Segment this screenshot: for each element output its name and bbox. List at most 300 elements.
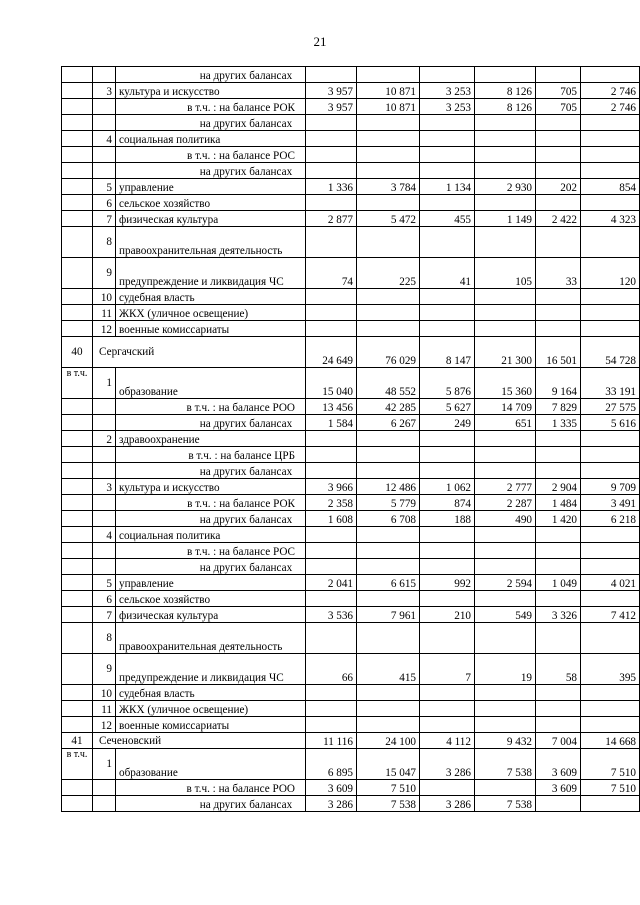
value-cell (536, 527, 581, 543)
table-row (62, 654, 640, 685)
value-cell: 8 126 (475, 99, 536, 115)
item-label: сельское хозяйство (116, 591, 306, 607)
value-cell: 4 021 (581, 575, 640, 591)
value-cell: 874 (420, 495, 475, 511)
value-cell (475, 321, 536, 337)
value-cell (420, 321, 475, 337)
value-cell (306, 591, 357, 607)
budget-table (61, 66, 640, 812)
sub-label: на других балансах (116, 415, 306, 431)
value-cell (306, 543, 357, 559)
value-cell: 6 218 (581, 511, 640, 527)
value-cell (581, 447, 640, 463)
value-cell (357, 527, 420, 543)
value-cell (357, 115, 420, 131)
item-number: 9 (93, 654, 116, 685)
value-cell (581, 321, 640, 337)
row-prefix (62, 147, 93, 163)
value-cell (536, 147, 581, 163)
value-cell (475, 591, 536, 607)
row-prefix (62, 99, 93, 115)
value-cell (420, 685, 475, 701)
item-label: здравоохранение (116, 431, 306, 447)
value-cell (306, 463, 357, 479)
value-cell: 1 608 (306, 511, 357, 527)
value-cell (357, 195, 420, 211)
value-cell: 11 116 (306, 733, 357, 749)
table-row (62, 511, 640, 527)
item-label: образование (116, 749, 306, 780)
value-cell: 5 627 (420, 399, 475, 415)
value-cell: 395 (581, 654, 640, 685)
item-number: 7 (93, 211, 116, 227)
item-label: ЖКХ (уличное освещение) (116, 701, 306, 717)
value-cell (420, 67, 475, 83)
value-cell (475, 115, 536, 131)
value-cell (306, 701, 357, 717)
value-cell (475, 685, 536, 701)
value-cell: 58 (536, 654, 581, 685)
table-row (62, 431, 640, 447)
value-cell: 705 (536, 99, 581, 115)
row-prefix (62, 701, 93, 717)
table-row (62, 83, 640, 99)
value-cell (420, 780, 475, 796)
value-cell (536, 543, 581, 559)
row-prefix (62, 83, 93, 99)
value-cell (581, 623, 640, 654)
value-cell (536, 431, 581, 447)
value-cell: 12 486 (357, 479, 420, 495)
row-prefix (62, 305, 93, 321)
value-cell: 4 323 (581, 211, 640, 227)
table-row (62, 685, 640, 701)
value-cell: 249 (420, 415, 475, 431)
value-cell (536, 623, 581, 654)
row-prefix (62, 399, 93, 415)
item-number: 6 (93, 591, 116, 607)
item-number: 6 (93, 195, 116, 211)
value-cell (306, 559, 357, 575)
value-cell (536, 227, 581, 258)
value-cell (475, 463, 536, 479)
value-cell (581, 463, 640, 479)
value-cell (357, 289, 420, 305)
value-cell: 16 501 (536, 337, 581, 368)
value-cell (475, 701, 536, 717)
value-cell (357, 543, 420, 559)
value-cell (475, 305, 536, 321)
value-cell (306, 195, 357, 211)
value-cell: 9 432 (475, 733, 536, 749)
value-cell (536, 447, 581, 463)
item-label: военные комиссариаты (116, 717, 306, 733)
value-cell: 74 (306, 258, 357, 289)
table-row (62, 399, 640, 415)
value-cell (306, 447, 357, 463)
item-number (93, 559, 116, 575)
table-row (62, 796, 640, 812)
table-row (62, 717, 640, 733)
sub-label: в т.ч. : на балансе ЦРБ (116, 447, 306, 463)
value-cell (475, 431, 536, 447)
item-label: сельское хозяйство (116, 195, 306, 211)
value-cell: 854 (581, 179, 640, 195)
row-prefix (62, 780, 93, 796)
row-prefix (62, 179, 93, 195)
table-row (62, 321, 640, 337)
value-cell (536, 591, 581, 607)
value-cell: 2 287 (475, 495, 536, 511)
value-cell (536, 289, 581, 305)
value-cell (475, 131, 536, 147)
row-prefix (62, 289, 93, 305)
row-prefix (62, 211, 93, 227)
row-prefix (62, 227, 93, 258)
value-cell (306, 289, 357, 305)
row-prefix (62, 431, 93, 447)
value-cell: 5 616 (581, 415, 640, 431)
value-cell: 2 594 (475, 575, 536, 591)
value-cell: 6 267 (357, 415, 420, 431)
value-cell (306, 147, 357, 163)
value-cell (420, 527, 475, 543)
value-cell (306, 717, 357, 733)
value-cell: 7 538 (475, 749, 536, 780)
value-cell (420, 717, 475, 733)
page-number: 21 (313, 34, 327, 49)
value-cell (357, 431, 420, 447)
value-cell (306, 685, 357, 701)
item-label: военные комиссариаты (116, 321, 306, 337)
item-label: социальная политика (116, 131, 306, 147)
value-cell (306, 527, 357, 543)
value-cell: 3 609 (306, 780, 357, 796)
value-cell (420, 289, 475, 305)
item-label: судебная власть (116, 289, 306, 305)
item-number: 9 (93, 258, 116, 289)
value-cell: 66 (306, 654, 357, 685)
value-cell (420, 463, 475, 479)
value-cell: 651 (475, 415, 536, 431)
value-cell: 48 552 (357, 368, 420, 399)
value-cell (306, 131, 357, 147)
value-cell (420, 147, 475, 163)
value-cell (420, 305, 475, 321)
value-cell: 1 049 (536, 575, 581, 591)
value-cell: 6 895 (306, 749, 357, 780)
row-prefix (62, 195, 93, 211)
item-label: физическая культура (116, 607, 306, 623)
item-number: 10 (93, 685, 116, 701)
value-cell: 3 286 (420, 749, 475, 780)
item-number: 4 (93, 131, 116, 147)
table-row (62, 575, 640, 591)
value-cell: 2 358 (306, 495, 357, 511)
value-cell: 455 (420, 211, 475, 227)
value-cell: 1 420 (536, 511, 581, 527)
value-cell (475, 717, 536, 733)
value-cell: 33 191 (581, 368, 640, 399)
value-cell: 15 040 (306, 368, 357, 399)
value-cell (475, 543, 536, 559)
item-number: 10 (93, 289, 116, 305)
item-number: 2 (93, 431, 116, 447)
table-row (62, 67, 640, 83)
value-cell: 27 575 (581, 399, 640, 415)
row-prefix (62, 115, 93, 131)
table-row (62, 780, 640, 796)
value-cell: 24 100 (357, 733, 420, 749)
value-cell: 3 253 (420, 83, 475, 99)
value-cell (536, 701, 581, 717)
item-number: 8 (93, 623, 116, 654)
value-cell (581, 431, 640, 447)
value-cell (357, 685, 420, 701)
value-cell: 9 709 (581, 479, 640, 495)
table-row (62, 543, 640, 559)
value-cell (420, 623, 475, 654)
value-cell (420, 543, 475, 559)
value-cell (306, 321, 357, 337)
table-row (62, 211, 640, 227)
value-cell (581, 527, 640, 543)
value-cell (536, 163, 581, 179)
value-cell: 105 (475, 258, 536, 289)
value-cell (581, 701, 640, 717)
value-cell: 7 004 (536, 733, 581, 749)
value-cell (357, 163, 420, 179)
value-cell (475, 195, 536, 211)
value-cell: 42 285 (357, 399, 420, 415)
value-cell: 3 253 (420, 99, 475, 115)
value-cell (581, 195, 640, 211)
table-row (62, 147, 640, 163)
value-cell (581, 115, 640, 131)
row-prefix (62, 559, 93, 575)
row-prefix (62, 543, 93, 559)
row-prefix (62, 607, 93, 623)
item-number: 4 (93, 527, 116, 543)
value-cell (357, 67, 420, 83)
value-cell: 5 876 (420, 368, 475, 399)
item-label: управление (116, 575, 306, 591)
item-number (93, 511, 116, 527)
district-number: 41 (62, 733, 93, 749)
item-label: предупреждение и ликвидация ЧС (116, 258, 306, 289)
value-cell (475, 623, 536, 654)
value-cell (475, 447, 536, 463)
value-cell (581, 685, 640, 701)
value-cell (357, 131, 420, 147)
value-cell: 2 930 (475, 179, 536, 195)
district-number: 40 (62, 337, 93, 368)
value-cell: 3 286 (420, 796, 475, 812)
value-cell (306, 115, 357, 131)
value-cell (475, 67, 536, 83)
row-prefix (62, 685, 93, 701)
item-number: 5 (93, 179, 116, 195)
value-cell (581, 131, 640, 147)
value-cell (581, 305, 640, 321)
value-cell (475, 780, 536, 796)
sub-label: на других балансах (116, 115, 306, 131)
value-cell (536, 685, 581, 701)
item-number: 7 (93, 607, 116, 623)
value-cell (420, 701, 475, 717)
value-cell: 490 (475, 511, 536, 527)
value-cell (536, 115, 581, 131)
value-cell (357, 227, 420, 258)
value-cell: 3 966 (306, 479, 357, 495)
value-cell: 2 041 (306, 575, 357, 591)
value-cell (536, 67, 581, 83)
value-cell: 2 746 (581, 83, 640, 99)
row-prefix (62, 321, 93, 337)
row-prefix: в т.ч. (62, 749, 93, 780)
value-cell: 7 829 (536, 399, 581, 415)
value-cell: 7 510 (581, 780, 640, 796)
value-cell (420, 559, 475, 575)
value-cell: 3 491 (581, 495, 640, 511)
value-cell (306, 227, 357, 258)
item-label: культура и искусство (116, 479, 306, 495)
item-number (93, 463, 116, 479)
item-number: 5 (93, 575, 116, 591)
value-cell: 7 510 (581, 749, 640, 780)
value-cell: 33 (536, 258, 581, 289)
value-cell (581, 67, 640, 83)
item-label: правоохранительная деятельность (116, 623, 306, 654)
value-cell (357, 305, 420, 321)
item-label: образование (116, 368, 306, 399)
value-cell (357, 623, 420, 654)
sub-label: в т.ч. : на балансе РОК (116, 495, 306, 511)
table-row (62, 607, 640, 623)
value-cell (306, 431, 357, 447)
value-cell: 120 (581, 258, 640, 289)
table-row (62, 623, 640, 654)
value-cell: 6 615 (357, 575, 420, 591)
value-cell: 415 (357, 654, 420, 685)
item-number (93, 147, 116, 163)
value-cell: 4 112 (420, 733, 475, 749)
value-cell (420, 115, 475, 131)
district-row (62, 733, 640, 749)
sub-label: на других балансах (116, 67, 306, 83)
row-prefix (62, 591, 93, 607)
value-cell (475, 527, 536, 543)
value-cell: 7 538 (475, 796, 536, 812)
table-row (62, 415, 640, 431)
item-number: 3 (93, 479, 116, 495)
item-number (93, 415, 116, 431)
table-row (62, 195, 640, 211)
table-row (62, 227, 640, 258)
value-cell (536, 131, 581, 147)
table-row (62, 305, 640, 321)
item-label: физическая культура (116, 211, 306, 227)
value-cell: 2 904 (536, 479, 581, 495)
table-row (62, 527, 640, 543)
item-number (93, 796, 116, 812)
row-prefix (62, 623, 93, 654)
value-cell: 10 871 (357, 99, 420, 115)
item-number (93, 99, 116, 115)
row-prefix (62, 258, 93, 289)
value-cell: 2 746 (581, 99, 640, 115)
value-cell (357, 701, 420, 717)
value-cell (536, 321, 581, 337)
sub-label: в т.ч. : на балансе РОО (116, 399, 306, 415)
value-cell: 3 286 (306, 796, 357, 812)
district-name: Сергачский (93, 337, 306, 368)
value-cell (420, 163, 475, 179)
value-cell: 14 709 (475, 399, 536, 415)
table-row (62, 99, 640, 115)
value-cell: 225 (357, 258, 420, 289)
row-prefix (62, 479, 93, 495)
value-cell (420, 591, 475, 607)
value-cell: 3 957 (306, 83, 357, 99)
item-label: судебная власть (116, 685, 306, 701)
table-row (62, 591, 640, 607)
row-prefix (62, 575, 93, 591)
value-cell (536, 195, 581, 211)
value-cell (357, 147, 420, 163)
item-label: правоохранительная деятельность (116, 227, 306, 258)
item-number: 3 (93, 83, 116, 99)
value-cell (357, 591, 420, 607)
row-prefix (62, 447, 93, 463)
value-cell (357, 321, 420, 337)
value-cell: 15 360 (475, 368, 536, 399)
value-cell: 1 062 (420, 479, 475, 495)
item-number (93, 543, 116, 559)
value-cell: 2 877 (306, 211, 357, 227)
district-row (62, 337, 640, 368)
value-cell: 14 668 (581, 733, 640, 749)
value-cell: 1 484 (536, 495, 581, 511)
row-prefix (62, 131, 93, 147)
value-cell: 1 335 (536, 415, 581, 431)
sub-label: на других балансах (116, 163, 306, 179)
value-cell: 188 (420, 511, 475, 527)
sub-label: на других балансах (116, 559, 306, 575)
value-cell (475, 147, 536, 163)
value-cell: 15 047 (357, 749, 420, 780)
value-cell: 202 (536, 179, 581, 195)
table-row (62, 447, 640, 463)
value-cell: 5 779 (357, 495, 420, 511)
value-cell: 7 961 (357, 607, 420, 623)
sub-label: на других балансах (116, 511, 306, 527)
table-row (62, 163, 640, 179)
table-row (62, 749, 640, 780)
value-cell (475, 559, 536, 575)
table-row (62, 179, 640, 195)
item-number: 12 (93, 717, 116, 733)
item-number: 12 (93, 321, 116, 337)
row-prefix (62, 511, 93, 527)
table-row (62, 463, 640, 479)
value-cell: 210 (420, 607, 475, 623)
value-cell: 54 728 (581, 337, 640, 368)
value-cell (581, 591, 640, 607)
item-number (93, 67, 116, 83)
item-label: управление (116, 179, 306, 195)
item-number: 11 (93, 701, 116, 717)
